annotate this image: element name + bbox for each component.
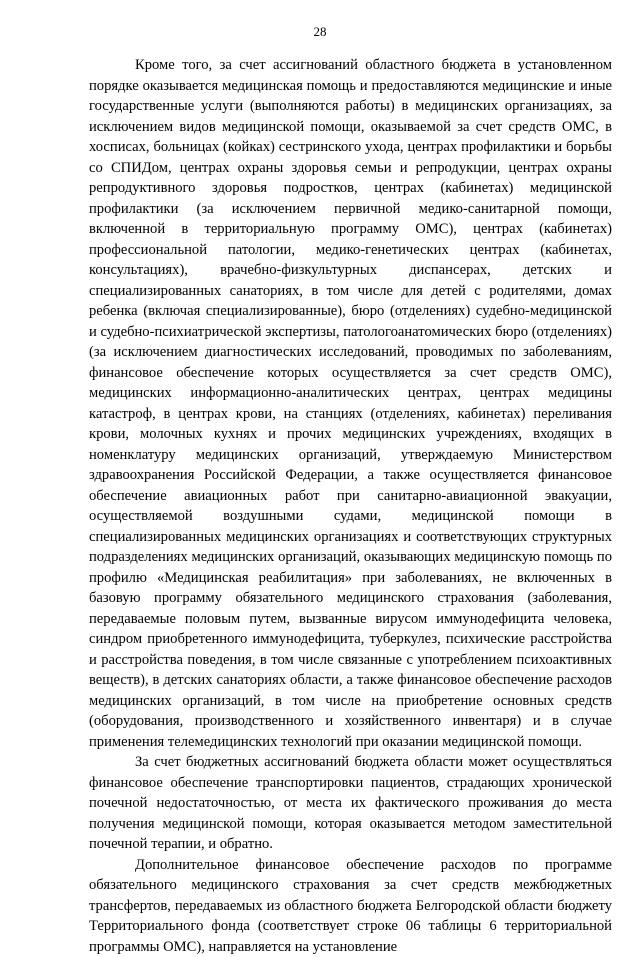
paragraph-additional-financing: Дополнительное финансовое обеспечение расходов по программе обязательного медицинского страхования за счет средств межбюджетных трансфертов, передаваемых из областного бюджета Белгородской области бюджету Территориального фонда (соответствует строке 06 таблицы 6 территориальной программы ОМС), направляется на установление <box>89 855 612 957</box>
paragraph-regional-budget-services: Кроме того, за счет ассигнований областного бюджета в установленном порядке оказывается медицинская помощь и предоставляются медицинские и иные государственные услуги (выполняются работы) в медицинских организациях, за исключением видов медицинской помощи, оказываемой за счет средств ОМС, в хосписах, больницах (койках) сестринского ухода, центрах профилактики и борьбы со СПИДом, центрах охраны здоровья семьи и репродукции, центрах охраны репродуктивного здоровья подростков, центрах (кабинетах) медицинской профилактики (за исключением первичной медико-санитарной помощи, включенной в территориальную программу ОМС), центрах (кабинетах) профессиональной патологии, медико-генетических центрах (кабинетах, консультациях), врачебно-физкультурных диспансерах, детских и специализированных санаториях, в том числе для детей с родителями, домах ребенка (включая специализированные), бюро (отделениях) судебно-медицинской и судебно-психиатрической экспертизы, патологоанатомических бюро (отделениях) (за исключением диагностических исследований, проводимых по заболеваниям, финансовое обеспечение которых осуществляется за счет средств ОМС), медицинских информационно-аналитических центрах, центрах медицины катастроф, в центрах крови, на станциях (отделениях, кабинетах) переливания крови, молочных кухнях и прочих медицинских учреждениях, входящих в номенклатуру медицинских организаций, утверждаемую Министерством здравоохранения Российской Федерации, а также осуществляется финансовое обеспечение авиационных работ при санитарно-авиационной эвакуации, осуществляемой воздушными судами, медицинской помощи в специализированных медицинских организациях и соответствующих структурных подразделениях медицинских организаций, оказывающих медицинскую помощь по профилю «Медицинская реабилитация» при заболеваниях, не включенных в базовую программу обязательного медицинского страхования (заболевания, передаваемые половым путем, вызванные вирусом иммунодефицита человека, синдром приобретенного иммунодефицита, туберкулез, психические расстройства и расстройства поведения, в том числе связанные с употреблением психоактивных веществ), в детских санаториях области, а также финансовое обеспечение расходов медицинских организаций, в том числе на приобретение основных средств (оборудования, производственного и хозяйственного инвентаря) и в случае применения телемедицинских технологий при оказании медицинской помощи. <box>89 55 612 752</box>
paragraph-patient-transport: За счет бюджетных ассигнований бюджета области может осуществляться финансовое обеспечение транспортировки пациентов, страдающих хронической почечной недостаточностью, от места их фактического проживания до места получения медицинской помощи, которая оказывается методом заместительной почечной терапии, и обратно. <box>89 752 612 855</box>
page-number: 28 <box>0 24 640 40</box>
document-body <box>89 55 612 957</box>
